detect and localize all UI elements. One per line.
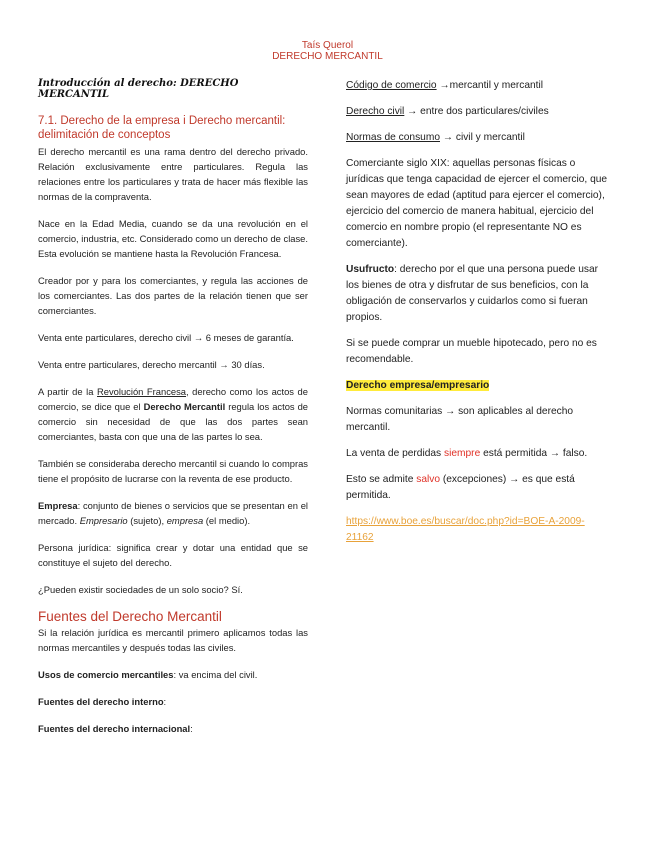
section-title-fuentes: Fuentes del Derecho Mercantil (38, 609, 222, 624)
paragraph: Usos de comercio mercantiles: va encima del civil. (38, 669, 258, 680)
paragraph: También se consideraba derecho mercantil si cuando lo compras tiene el propósito de lucrarse con la reventa de ese producto. (38, 458, 308, 484)
highlighted-heading: Derecho empresa/empresario (346, 380, 490, 391)
left-column (38, 78, 308, 748)
right-column (346, 78, 610, 556)
paragraph: Código de comercio →mercantil y mercantil (346, 80, 544, 91)
document-title: Introducción al derecho: DERECHO MERCANTIL (38, 78, 239, 100)
paragraph: Esto se admite salvo (excepciones) → es que está permitida. (346, 474, 575, 501)
header-author: Taís Querol (301, 40, 354, 51)
paragraph (346, 514, 610, 546)
paragraph: Normas de consumo → civil y mercantil (346, 132, 525, 143)
paragraph: ¿Pueden existir sociedades de un solo socio? Sí. (38, 584, 243, 595)
paragraph: Si se puede comprar un mueble hipotecado, pero no es recomendable. (346, 338, 597, 365)
paragraph: Venta entre particulares, derecho mercantil → 30 días. (38, 359, 265, 370)
paragraph: Fuentes del derecho internacional: (38, 723, 193, 734)
revolucion-francesa-link[interactable]: Revolución Francesa (97, 386, 187, 397)
paragraph: Empresa: conjunto de bienes o servicios que se presentan en el mercado. Empresario (sujeto), empresa (el medio). (38, 500, 308, 526)
header-subject: DERECHO MERCANTIL (272, 51, 383, 62)
paragraph: Nace en la Edad Media, cuando se da una revolución en el comercio, industria, etc. Considerado como un derecho de clase. Esta evolución se mantiene hasta la Revolución Francesa. (38, 218, 308, 259)
section-title-7-1: 7.1. Derecho de la empresa i Derecho mercantil: delimitación de conceptos (38, 115, 286, 141)
paragraph: A partir de la Revolución Francesa, derecho como los actos de comercio, se dice que el Derecho Mercantil regula los actos de comercio sin necesidad de que las dos partes sean comerciantes, basta con que una de las partes lo sea. (38, 386, 308, 442)
paragraph: Fuentes del derecho interno: (38, 696, 167, 707)
paragraph: Usufructo: derecho por el que una persona puede usar los bienes de otra y disfrutar de sus beneficios, con la obligación de conservarlos y cuidarlos como si fueran propios. (346, 264, 599, 323)
paragraph (346, 378, 610, 394)
paragraph: Derecho civil → entre dos particulares/civiles (346, 106, 549, 117)
paragraph: Si la relación jurídica es mercantil primero aplicamos todas las normas mercantiles y después todas las civiles. (38, 627, 308, 653)
paragraph: Normas comunitarias → son aplicables al derecho mercantil. (346, 406, 574, 433)
paragraph: Persona jurídica: significa crear y dotar una entidad que se constituye el sujeto del derecho. (38, 542, 308, 568)
paragraph: Creador por y para los comerciantes, y regula las acciones de los comerciantes. Las dos partes de la relación tienen que ser comerciantes. (38, 275, 308, 316)
paragraph: La venta de perdidas siempre está permitida → falso. (346, 448, 588, 459)
paragraph: Venta ente particulares, derecho civil → 6 meses de garantía. (38, 332, 294, 343)
boe-link[interactable]: https://www.boe.es/buscar/doc.php?id=BOE-A-2009-21162 (346, 516, 585, 543)
paragraph: Comerciante siglo XIX: aquellas personas físicas o jurídicas que tenga capacidad de ejercer el comercio, que sean mayores de edad (aptitud para ejercer el comercio), ejercicio del comercio de manera habitual, ejercicio del comercio en nombre propio (el representante NO es comerciante). (346, 158, 608, 249)
paragraph: El derecho mercantil es una rama dentro del derecho privado. Relación exclusivamente entre particulares. Regula las relaciones entre los particulares y trata de hacer más flexible las normas de la compraventa. (38, 146, 308, 202)
